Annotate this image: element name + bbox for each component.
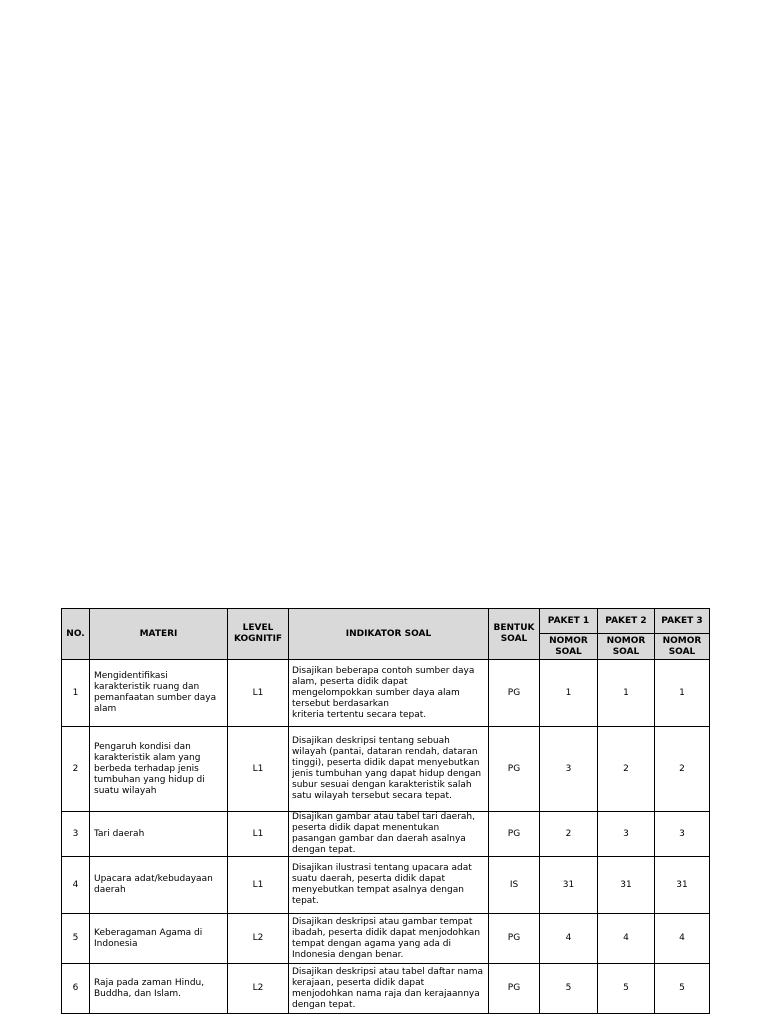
cell-level: L2 — [228, 964, 289, 1014]
table-row — [62, 660, 710, 727]
cell-paket-3: 2 — [655, 727, 710, 812]
cell-paket-3: 31 — [655, 857, 710, 914]
cell-paket-1: 4 — [540, 914, 598, 964]
cell-no: 1 — [62, 660, 90, 727]
table-row — [62, 727, 710, 812]
col-header-nomor-soal-3: NOMOR SOAL — [655, 634, 710, 660]
table-row — [62, 964, 710, 1014]
col-header-paket-3: PAKET 3 — [655, 609, 710, 634]
cell-materi: Upacara adat/kebudayaan daerah — [90, 857, 228, 914]
cell-bentuk: PG — [489, 660, 540, 727]
cell-level: L1 — [228, 857, 289, 914]
cell-paket-3: 5 — [655, 964, 710, 1014]
cell-level: L1 — [228, 812, 289, 857]
cell-paket-2: 4 — [598, 914, 655, 964]
col-header-indikator-soal: INDIKATOR SOAL — [289, 609, 489, 660]
cell-bentuk: PG — [489, 812, 540, 857]
cell-paket-2: 3 — [598, 812, 655, 857]
cell-level: L2 — [228, 914, 289, 964]
cell-paket-1: 31 — [540, 857, 598, 914]
cell-paket-1: 3 — [540, 727, 598, 812]
table-row — [62, 812, 710, 857]
cell-no: 4 — [62, 857, 90, 914]
col-header-paket-1: PAKET 1 — [540, 609, 598, 634]
cell-indikator: Disajikan beberapa contoh sumber daya alam, peserta didik dapat mengelompokkan sumber daya alam tersebut berdasarkan kriteria tertentu secara tepat. — [289, 660, 489, 727]
cell-bentuk: PG — [489, 914, 540, 964]
cell-indikator: Disajikan deskripsi tentang sebuah wilayah (pantai, dataran rendah, dataran tinggi), peserta didik dapat menyebutkan jenis tumbuhan yang dapat hidup dengan subur sesuai dengan karakteristik salah satu wilayah tersebut secara tepat. — [289, 727, 489, 812]
cell-paket-3: 4 — [655, 914, 710, 964]
cell-paket-2: 1 — [598, 660, 655, 727]
kisi-kisi-table — [61, 608, 710, 1014]
col-header-nomor-soal-2: NOMOR SOAL — [598, 634, 655, 660]
cell-indikator: Disajikan gambar atau tabel tari daerah, peserta didik dapat menentukan pasangan gambar dan daerah asalnya dengan tepat. — [289, 812, 489, 857]
cell-bentuk: PG — [489, 964, 540, 1014]
cell-indikator: Disajikan ilustrasi tentang upacara adat suatu daerah, peserta didik dapat menyebutkan tempat asalnya dengan tepat. — [289, 857, 489, 914]
cell-indikator: Disajikan deskripsi atau tabel daftar nama kerajaan, peserta didik dapat menjodohkan nama raja dan kerajaannya dengan tepat. — [289, 964, 489, 1014]
cell-indikator: Disajikan deskripsi atau gambar tempat ibadah, peserta didik dapat menjodohkan tempat dengan agama yang ada di Indonesia dengan benar. — [289, 914, 489, 964]
cell-materi: Raja pada zaman Hindu, Buddha, dan Islam. — [90, 964, 228, 1014]
cell-paket-1: 1 — [540, 660, 598, 727]
header-row — [62, 609, 710, 634]
cell-materi: Keberagaman Agama di Indonesia — [90, 914, 228, 964]
cell-bentuk: PG — [489, 727, 540, 812]
col-header-no: NO. — [62, 609, 90, 660]
cell-paket-2: 2 — [598, 727, 655, 812]
cell-materi: Mengidentifikasi karakteristik ruang dan pemanfaatan sumber daya alam — [90, 660, 228, 727]
col-header-bentuk-soal: BENTUK SOAL — [489, 609, 540, 660]
table-row — [62, 914, 710, 964]
col-header-level-kognitif: LEVEL KOGNITIF — [228, 609, 289, 660]
cell-paket-1: 2 — [540, 812, 598, 857]
cell-no: 3 — [62, 812, 90, 857]
cell-no: 5 — [62, 914, 90, 964]
cell-materi: Tari daerah — [90, 812, 228, 857]
cell-materi: Pengaruh kondisi dan karakteristik alam yang berbeda terhadap jenis tumbuhan yang hidup di suatu wilayah — [90, 727, 228, 812]
cell-level: L1 — [228, 660, 289, 727]
cell-level: L1 — [228, 727, 289, 812]
cell-no: 2 — [62, 727, 90, 812]
table-row — [62, 857, 710, 914]
cell-bentuk: IS — [489, 857, 540, 914]
cell-paket-3: 3 — [655, 812, 710, 857]
col-header-paket-2: PAKET 2 — [598, 609, 655, 634]
cell-paket-2: 31 — [598, 857, 655, 914]
col-header-nomor-soal-1: NOMOR SOAL — [540, 634, 598, 660]
col-header-materi: MATERI — [90, 609, 228, 660]
cell-no: 6 — [62, 964, 90, 1014]
cell-paket-1: 5 — [540, 964, 598, 1014]
cell-paket-2: 5 — [598, 964, 655, 1014]
cell-paket-3: 1 — [655, 660, 710, 727]
